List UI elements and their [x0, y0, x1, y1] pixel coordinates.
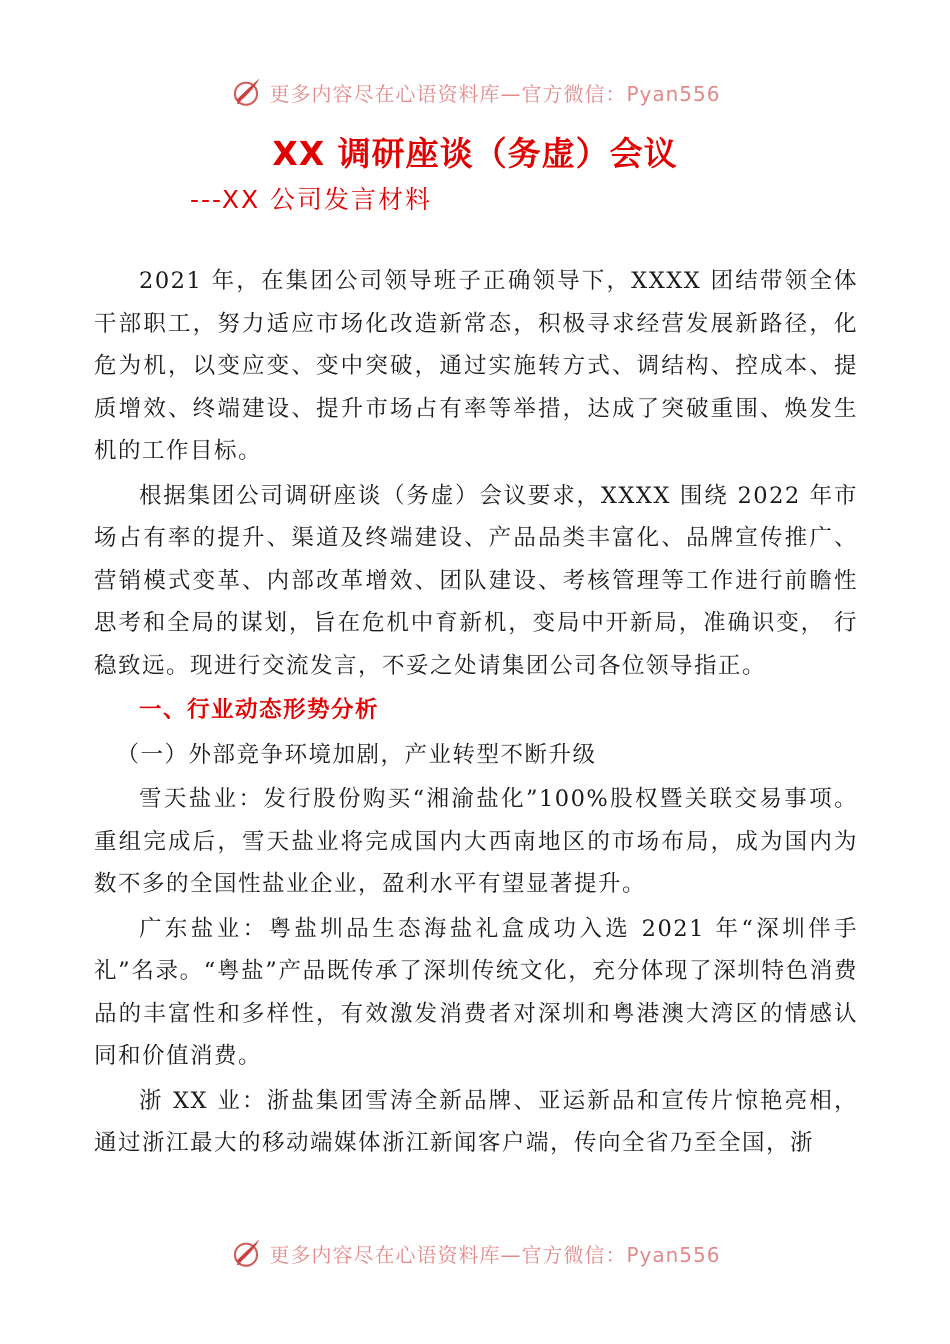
paragraph-guangdong: 广东盐业：粤盐圳品生态海盐礼盒成功入选 2021 年“深圳伴手礼”名录。“粤盐”产品既传承了深圳传统文化，充分体现了深圳特色消费品的丰富性和多样性，有效激发消费者对深圳和粤港澳大湾区的情感认同和价值消费。: [94, 915, 858, 1069]
document-body: [94, 260, 858, 1165]
watermark-text: 更多内容尽在心语资料库—官方微信：Pyan556: [269, 1242, 721, 1267]
section-heading-1: 一、行业动态形势分析: [139, 697, 380, 723]
watermark-footer: [0, 1233, 950, 1273]
paragraph-meeting: 根据集团公司调研座谈（务虚）会议要求，XXXX 围绕 2022 年市场占有率的提升、渠道及终端建设、产品品类丰富化、品牌宣传推广、营销模式变革、内部改革增效、团队建设、考核管理等工作进行前瞻性思考和全局的谋划，旨在危机中育新机，变局中开新局，准确识变， 行稳致远。现进行交流发言，不妥之处请集团公司各位领导指正。: [94, 482, 858, 679]
quill-logo-icon: [229, 75, 263, 109]
quill-logo-icon: [229, 1236, 263, 1270]
paragraph-xuetian: 雪天盐业：发行股份购买“湘渝盐化”100%股权暨关联交易事项。重组完成后，雪天盐业将完成国内大西南地区的市场布局，成为国内为数不多的全国性盐业企业，盈利水平有望显著提升。: [94, 786, 858, 897]
watermark-header: [0, 72, 950, 112]
paragraph-zhejiang: 浙 XX 业：浙盐集团雪涛全新品牌、亚运新品和宣传片惊艳亮相，通过浙江最大的移动端媒体浙江新闻客户端，传向全省乃至全国，浙: [94, 1087, 858, 1156]
document-title: XX 调研座谈（务虚）会议: [272, 134, 678, 173]
watermark-text: 更多内容尽在心语资料库—官方微信：Pyan556: [269, 81, 721, 106]
subsection-heading-1: （一）外部竞争环境加剧，产业转型不断升级: [116, 741, 597, 768]
document-subtitle: ---XX 公司发言材料: [190, 185, 433, 214]
paragraph-intro: 2021 年，在集团公司领导班子正确领导下，XXXX 团结带领全体干部职工，努力适应市场化改造新常态，积极寻求经营发展新路径，化危为机，以变应变、变中突破，通过实施转方式、调结构、控成本、提质增效、终端建设、提升市场占有率等举措，达成了突破重围、焕发生机的工作目标。: [94, 268, 858, 464]
